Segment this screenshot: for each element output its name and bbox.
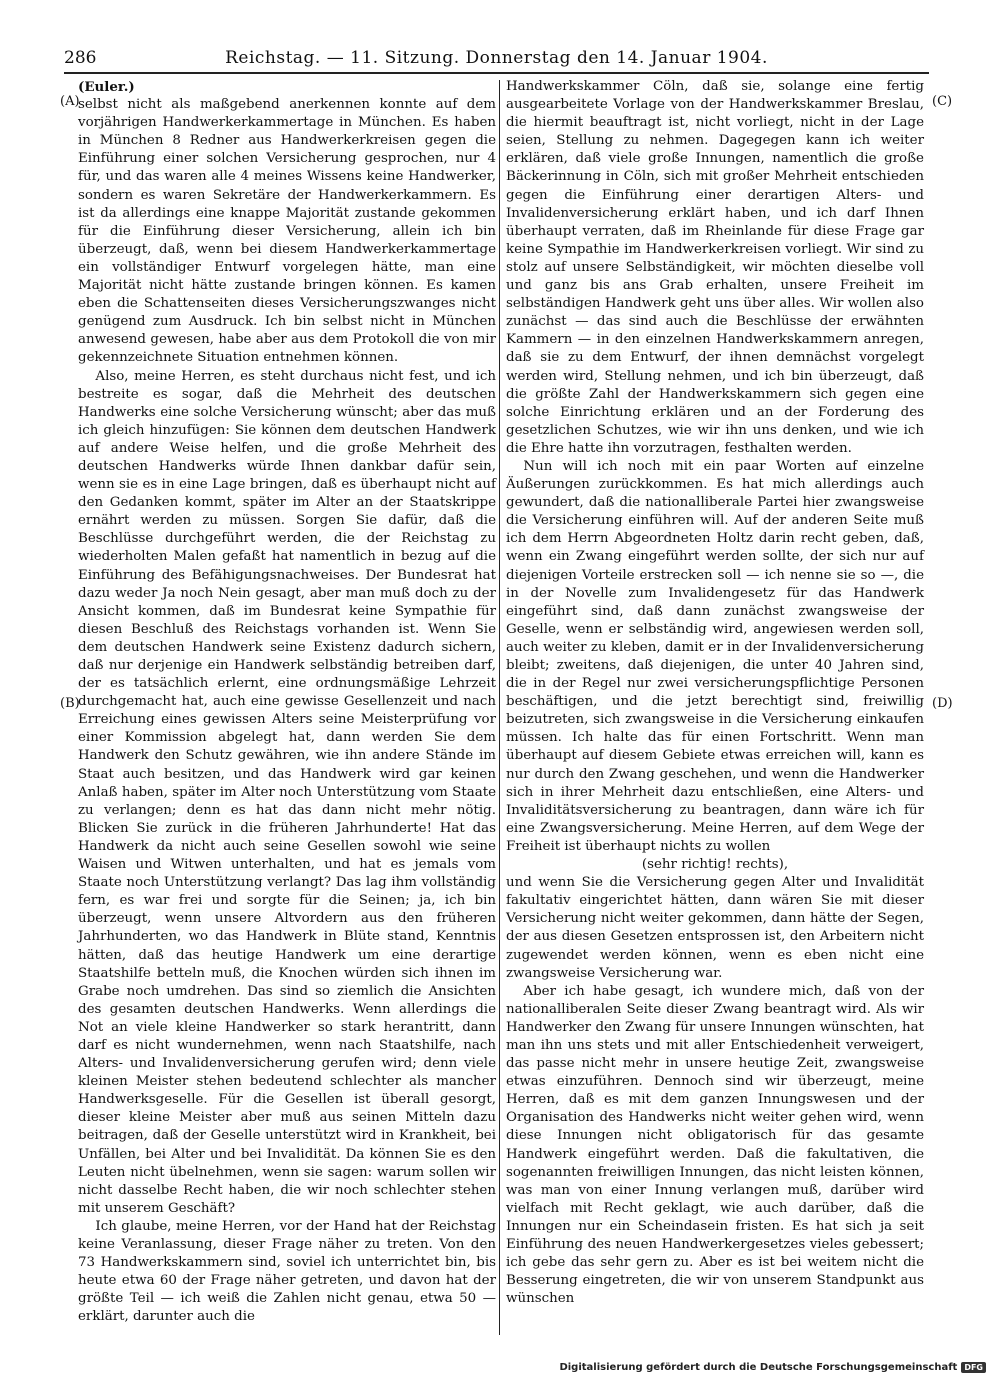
paragraph: selbst nicht als maßgebend anerkennen konnte auf dem vorjährigen Handwerkerkammertage in München. Es haben in München 8 Redner aus Handwerkerkreisen gegen die Einführung einer solchen Versicherung gesprochen, nur 4 für, und das waren alle 4 meines Wissens keine Handwerker, sondern es waren Sekretäre der Handwerkerkammern. Es ist da allerdings eine knappe Majorität zustande gekommen für die Einführung dieser Versicherung, allein ich bin überzeugt, daß, wenn bei diesem Handwerkerkammertage ein vollständiger Entwurf vorgelegen hätte, man eine Majorität nicht hätte zustande bringen können. Es kamen eben die Schattenseiten dieses Versicherungszwanges nicht genügend zum Ausdruck. Ich bin selbst nicht in München anwesend gewesen, habe aber aus dem Protokoll die von mir gekennzeichnete Situation entnehmen können. [78, 97, 496, 366]
paragraph: Ich glaube, meine Herren, vor der Hand hat der Reichstag keine Veranlassung, dieser Frage näher zu treten. Von den 73 Handwerkskammern sind, soviel ich unterrichtet bin, bis heute etwa 60 der Frage näher getreten, und davon hat der größte Teil — ich weiß die Zahlen nicht genau, etwa 50 — erklärt, darunter auch die [78, 1218, 496, 1325]
margin-mark-a: (A) [60, 94, 80, 109]
margin-mark-c: (C) [932, 94, 953, 109]
left-column [78, 78, 496, 1326]
paragraph: Also, meine Herren, es steht durchaus nicht fest, und ich bestreite es sogar, daß die Mehrheit des deutschen Handwerks eine solche Versicherung wünscht; aber das muß ich gleich hinzufügen: Sie können dem deutschen Handwerk auf andere Weise helfen, und die große Mehrheit des deutschen Handwerks würde Ihnen dankbar dafür sein, wenn sie es in eine Lage bringen, daß es überhaupt nicht auf den Gedanken kommt, später im Alter an der Staatskrippe ernährt werden zu müssen. Sorgen Sie dafür, daß die Beschlüsse durchgeführt werden, die der Reichstag zu wiederholten Malen gefaßt hat namentlich in bezug auf die Einführung des Befähigungsnachweises. Der Bundesrat hat dazu weder Ja noch Nein gesagt, aber man muß doch zu der Ansicht kommen, daß im Bundesrat keine Sympathie für diesen Beschluß des Reichstags vorhanden ist. Wenn Sie dem deutschen Handwerk seine Existenz dadurch sichern, daß nur derjenige ein Handwerk selbständig betreiben darf, der es tatsächlich erlernt, eine ordnungsmäßige Lehrzeit durchgemacht hat, auch eine gewisse Gesellenzeit und nach Erreichung eines gewissen Alters seine Meisterprüfung vor einer Kommission abgelegt hat, dann werden Sie dem Handwerk den Schutz gewähren, wie ihn andere Stände im Staat auch besitzen, und das Handwerk wird gar keinen Anlaß haben, später im Alter noch Unterstützung vom Staate zu verlangen; denn es hat das dann nicht mehr nötig. Blicken Sie zurück in die früheren Jahrhunderte! Hat das Handwerk da nicht auch seine Gesellen sowohl wie seine Waisen und Witwen unterhalten, und hat es jemals vom Staate noch Unterstützung verlangt? Das lag ihm vollständig fern, es war frei und sorgte für die Seinen; ja, ich bin überzeugt, wenn unsere Altvordern aus den früheren Jahrhunderten, wo das Handwerk in Blüte stand, Kenntnis hätten, daß das heutige Handwerk um eine derartige Staatshilfe betteln muß, die Knochen würden sich ihnen im Grabe noch umdrehen. Das sind so ziemlich die Ansichten des gesamten deutschen Handwerks. Wenn allerdings die Not an viele kleine Handwerker so stark herantritt, dann darf es nicht wundernehmen, wenn nach Staatshilfe, nach Alters- und Invalidenversicherung gerufen wird; denn viele kleinen Meister stehen bedeutend schlechter als mancher Handwerksgeselle. Für die Gesellen ist überall gesorgt, dieser kleine Meister aber muß aus seinen Mitteln dazu beitragen, daß der Geselle unterstützt wird in Krankheit, bei Unfällen, bei Alter und bei Invalidität. Da können Sie es den Leuten nicht übelnehmen, wenn sie sagen: warum sollen wir nicht dasselbe Recht haben, die wir noch schlechter stehen mit unserem Geschäft? [78, 368, 496, 1216]
column-divider [499, 80, 500, 1335]
paragraph: und wenn Sie die Versicherung gegen Alter und Invalidität fakultativ eingerichtet hätten, dann wären Sie mit dieser Versicherung nicht weiter gekommen, dann hätte der Segen, der aus diesen Gesetzen entsprossen ist, den Arbeitern nicht zugewendet werden können, wenn es eben nicht eine zwangsweise Versicherung war. [506, 875, 924, 981]
page-header [64, 42, 929, 74]
funding-note: Digitalisierung gefördert durch die Deutsche Forschungsgemeinschaft [559, 1362, 958, 1373]
funding-footer [559, 1362, 986, 1373]
speaker-name: (Euler.) [78, 79, 135, 95]
paragraph: Nun will ich noch mit ein paar Worten auf einzelne Äußerungen zurückkommen. Es hat mich allerdings auch gewundert, daß die nationalliberale Partei hier zwangsweise die Versicherung einführen will. Auf der anderen Seite muß ich dem Herrn Abgeordneten Holtz darin recht geben, daß, wenn ein Zwang eingeführt werden sollte, der sich nur auf diejenigen Vorteile erstrecken soll — ich nenne sie so —, die in der Novelle zum Invalidengesetz für das Handwerk eingeführt sind, daß dann zunächst zwangsweise der Geselle, wenn er selbständig wird, angewiesen werden soll, auch weiter zu kleben, damit er in der Invalidenversicherung bleibt; zweitens, daß diejenigen, die unter 40 Jahren sind, die in der Regel nur zwei versicherungspflichtige Personen beschäftigen, und die jetzt berechtigt sind, freiwillig beizutreten, sich zwangsweise in die Versicherung einkaufen müssen. Ich halte das für einen Fortschritt. Wenn man überhaupt auf diesem Gebiete etwas erreichen will, kann es nur durch den Zwang geschehen, und wenn die Handwerker sich in ihrer Mehrheit dazu entschließen, eine Alters- und Invaliditätsversicherung zu beantragen, dann wäre ich für eine Zwangsversicherung. Meine Herren, auf dem Wege der Freiheit ist überhaupt nichts zu wollen [506, 458, 924, 854]
running-title: Reichstag. — 11. Sitzung. Donnerstag den 14. Januar 1904. [225, 48, 768, 68]
margin-mark-b: (B) [60, 696, 80, 711]
interjection: (sehr richtig! rechts), [641, 857, 789, 873]
paragraph: Handwerkskammer Cöln, daß sie, solange eine fertig ausgearbeitete Vorlage von der Handwerkskammer Breslau, die hiermit beauftragt ist, nicht vorliegt, nicht in der Lage seien, Stellung zu nehmen. Dagegegen kann ich weiter erklären, daß viele große Innungen, namentlich die große Bäckerinnung in Cöln, sich mit großer Mehrheit entschieden gegen die Einführung einer derartigen Alters- und Invalidenversicherung erklärt haben, und ich darf Ihnen überhaupt verraten, daß im Rheinlande für diese Frage gar keine Sympathie im Handwerkerkreisen vorliegt. Wir sind zu stolz auf unsere Selbständigkeit, wir möchten dieselbe voll und ganz bis ans Grab erhalten, unsere Freiheit im selbständigen Handwerk geht uns über alles. Wir wollen also zunächst — das sind auch die Beschlüsse der erwähnten Kammern — in den einzelnen Handwerkskammern anregen, daß sie zu dem Entwurf, der ihnen demnächst vorgelegt werden wird, Stellung nehmen, und ich bin überzeugt, daß die größte Zahl der Handwerkskammern sich gegen eine solche Einrichtung erklären und an der Forderung des gesetzlichen Schutzes, wie wir ihn uns denken, und wie ich die Ehre hatte ihn vorzutragen, festhalten werden. [506, 79, 924, 456]
margin-mark-d: (D) [932, 696, 953, 711]
paragraph: Aber ich habe gesagt, ich wundere mich, daß von der nationalliberalen Seite dieser Zwang beantragt wird. Als wir Handwerker den Zwang für unsere Innungen wünschten, hat man ihn uns stets und mit aller Entschiedenheit verweigert, das passe nicht mehr in unsere heutige Zeit, zwangsweise etwas einzuführen. Dennoch sind wir überzeugt, meine Herren, daß es mit dem ganzen Innungswesen und der Organisation des Handwerks nicht weiter gehen wird, wenn diese Innungen nicht obligatorisch für das gesamte Handwerk eingeführt werden. Daß die fakultativen, die sogenannten freiwilligen Innungen, das nicht leisten können, was man von einer Innung verlangen muß, darüber wird vielfach mit Recht geklagt, wie auch darüber, daß die Innungen nur ein Scheindasein fristen. Es hat sich ja seit Einführung des neuen Handwerkergesetzes vieles gebessert; ich gebe das sehr gern zu. Aber es ist bei weitem nicht die Besserung eingetreten, die wir von unserem Standpunkt aus wünschen [506, 983, 924, 1307]
right-column [506, 78, 924, 1308]
page-number: 286 [64, 48, 97, 68]
dfg-logo: DFG [961, 1362, 986, 1373]
